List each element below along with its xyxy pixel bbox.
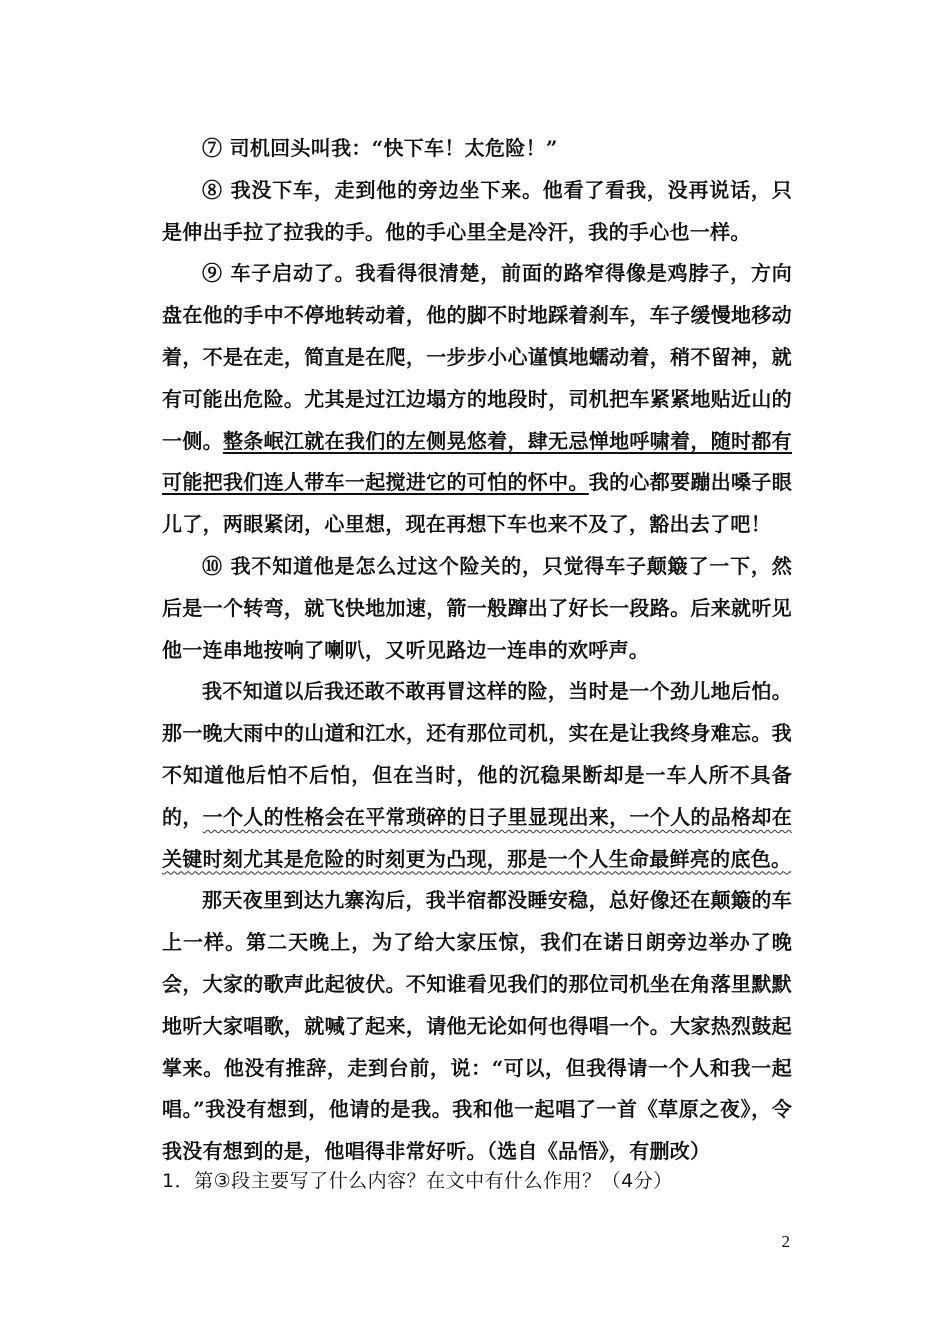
paragraph-8-text: ⑧ 我没下车，走到他的旁边坐下来。他看了看我，没再说话，只是伸出手拉了拉我的手。他的手心里全是冷汗，我的手心也一样。 — [162, 177, 792, 244]
question-1: 1．第③段主要写了什么内容？在文中有什么作用？（4分） — [162, 1170, 673, 1192]
underlined-sentence: 整条岷江就在我们的左侧晃悠着，肆无忌惮地呼啸着，随时都有可能把我们连人带车一起搅进它的可怕的怀中。 — [162, 428, 792, 495]
paragraph-11-text: 我不知道以后我还敢不敢再冒这样的险，当时是一个劲儿地后怕。那一晚大雨中的山道和江水，还有那位司机，实在是让我终身难忘。我不知道他后怕不后怕，但在当时，他的沉稳果断却是一车人所不具备的， — [162, 679, 792, 829]
page-number: 2 — [781, 1232, 790, 1251]
paragraph-11 — [162, 671, 792, 880]
paragraph-9-text: ⑨ 车子启动了。我看得很清楚，前面的路窄得像是鸡脖子，方向盘在他的手中不停地转动着，他的脚不时地踩着刹车，车子缓慢地移动着，不是在走，简直是在爬，一步步小心谨慎地蠕动着，稍不留神，就有可能出危险。尤其是过江边塌方的地段时，司机把车紧紧地贴近山的一侧。 — [162, 261, 792, 453]
paragraph-8 — [162, 170, 792, 254]
paragraph-7 — [162, 128, 792, 170]
paragraph-12-text: 那天夜里到达九寨沟后，我半宿都没睡安稳，总好像还在颠簸的车上一样。第二天晚上，为了给大家压惊，我们在诺日朗旁边举办了晚会，大家的歌声此起彼伏。不知谁看见我们的那位司机坐在角落里默默地听大家唱歌，就喊了起来，请他无论如何也得唱一个。大家热烈鼓起掌来。他没有推辞，走到台前，说：“可以，但我得请一个人和我一起唱。”我没有想到，他请的是我。我和他一起唱了一首《草原之夜》，令我没有想到的是，他唱得非常好听。（选自《品悟》，有删改） — [162, 888, 792, 1164]
paragraph-7-text: ⑦ 司机回头叫我：“快下车！太危险！” — [202, 136, 558, 160]
paragraph-9-text-end: 我的心都要蹦出嗓子眼儿了，两眼紧闭，心里想，现在再想下车也来不及了，豁出去了吧！ — [162, 470, 792, 537]
wavy-underlined-sentence: 一个人的性格会在平常琐碎的日子里显现出来，一个人的品格却在关键时刻尤其是危险的时刻更为凸现，那是一个人生命最鲜亮的底色。 — [162, 804, 792, 871]
paragraph-9 — [162, 253, 792, 546]
paragraph-12 — [162, 880, 792, 1173]
paragraph-10-text: ⑩ 我不知道他是怎么过这个险关的，只觉得车子颠簸了一下，然后是一个转弯，就飞快地加速，箭一般蹿出了好长一段路。后来就听见他一连串地按响了喇叭，又听见路边一连串的欢呼声。 — [162, 553, 792, 662]
paragraph-10 — [162, 546, 792, 671]
article-body — [162, 128, 792, 1173]
